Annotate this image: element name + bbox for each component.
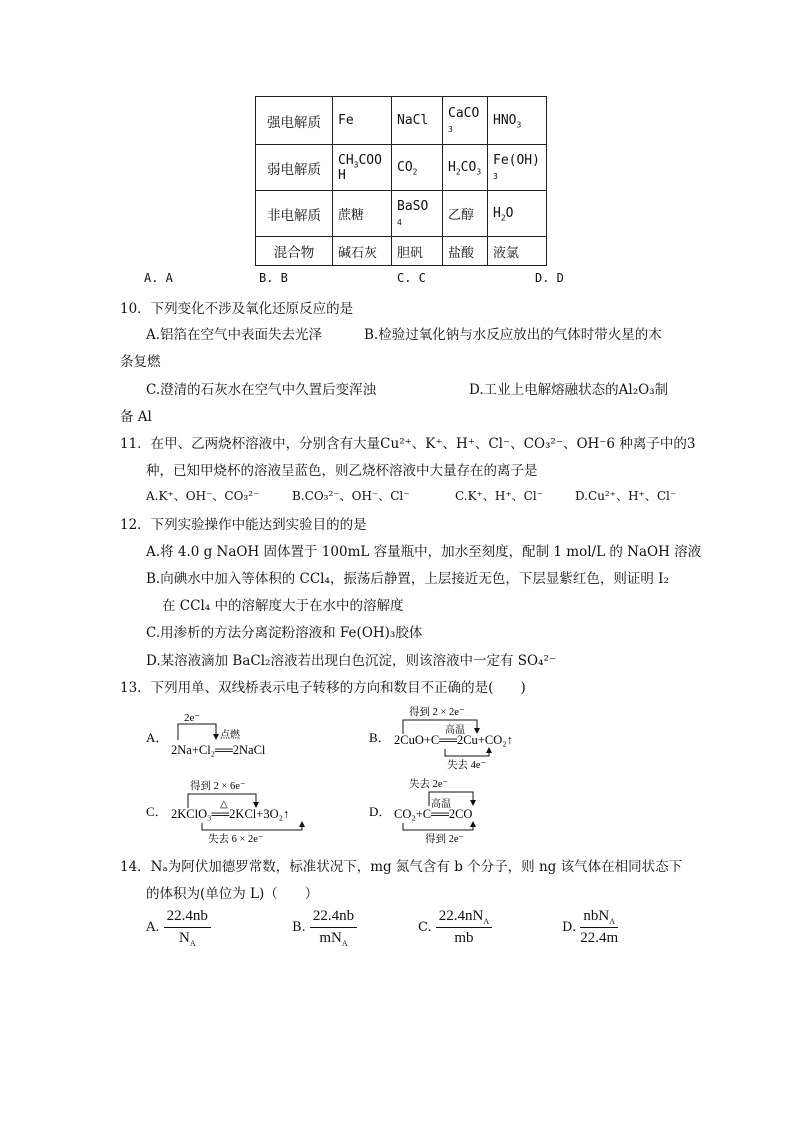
option-c: C. C [397, 271, 426, 285]
table-cell: BaSO 4 [392, 191, 443, 237]
question-11-stem: 11．在甲、乙两烧杯溶液中，分别含有大量Cu²⁺、K⁺、H⁺、Cl⁻、CO₃²⁻、OH⁻6 种离子中的3 [120, 436, 696, 452]
question-12-option-c: C.用渗析的方法分离淀粉溶液和 Fe(OH)₃胶体 [146, 625, 423, 641]
svg-text:2Na+Cl₂══2NaCl: 2Na+Cl₂══2NaCl [171, 743, 266, 757]
question-10-option-d: D.工业上电解熔融状态的Al₂O₃制 [469, 382, 669, 398]
svg-text:失去 4e⁻: 失去 4e⁻ [447, 760, 487, 771]
question-14-option-c: C. $\frac{22.4nN_A}{mb}$ [418, 908, 492, 947]
question-10-option-d-cont: 备 Al [120, 409, 152, 425]
svg-text:失去 2e⁻: 失去 2e⁻ [409, 779, 449, 790]
question-10-option-a: A.铝箔在空气中表面失去光泽 [146, 327, 323, 343]
row-header: 非电解质 [256, 191, 333, 237]
table-cell: $HNO_3$ [488, 97, 547, 145]
row-header: 弱电解质 [256, 145, 333, 191]
svg-text:点燃: 点燃 [220, 730, 240, 741]
fraction: $\frac{22.4nb}{N_A}$ [164, 908, 211, 947]
fraction: $\frac{nbN_A}{22.4m}$ [580, 908, 619, 946]
table-cell: Fe [333, 97, 392, 145]
diagram-d [369, 776, 529, 846]
table-cell: NaCl [392, 97, 443, 145]
fraction: $\frac{22.4nb}{mN_A}$ [310, 908, 357, 947]
question-14-stem-cont: 的体积为(单位为 L)（ ） [146, 886, 319, 902]
question-11-option-c: C.K⁺、H⁺、Cl⁻ [455, 489, 544, 503]
question-11-option-d: D.Cu²⁺、H⁺、Cl⁻ [575, 489, 677, 503]
table-row [256, 145, 547, 191]
svg-text:△: △ [220, 799, 228, 810]
diagram-b [369, 704, 569, 772]
option-d: D. D [535, 271, 564, 285]
svg-text:得到 2 × 6e⁻: 得到 2 × 6e⁻ [190, 781, 246, 792]
table-row [256, 237, 547, 266]
table-cell: 液氯 [488, 237, 547, 266]
electrolyte-table [255, 96, 547, 266]
table-cell: Fe(OH) 3 [488, 145, 547, 191]
question-14-option-a: A. $\frac{22.4nb}{N_A}$ [146, 908, 211, 947]
table-cell: 碱石灰 [333, 237, 392, 266]
question-12-stem: 12．下列实验操作中能达到实验目的的是 [120, 517, 367, 533]
svg-text:高温: 高温 [445, 725, 465, 736]
table-cell: $H_2O$ [488, 191, 547, 237]
svg-text:失去 6 × 2e⁻: 失去 6 × 2e⁻ [208, 834, 264, 845]
row-header: 强电解质 [256, 97, 333, 145]
question-10-option-b-cont: 条复燃 [120, 354, 161, 370]
question-12-option-d: D.某溶液滴加 BaCl₂溶液若出现白色沉淀，则该溶液中一定有 SO₄²⁻ [146, 653, 557, 669]
table-cell: 蔗糖 [333, 191, 392, 237]
question-12-option-a: A.将 4.0 g NaOH 固体置于 100mL 容量瓶中，加水至刻度，配制 1 mol/L 的 NaOH 溶液 [146, 544, 702, 560]
row-header: 混合物 [256, 237, 333, 266]
diagram-c [146, 778, 346, 848]
svg-text:2CuO+C══2Cu+CO₂↑: 2CuO+C══2Cu+CO₂↑ [394, 733, 513, 747]
question-11-stem-cont: 种，已知甲烧杯的溶液呈蓝色，则乙烧杯溶液中大量存在的离子是 [146, 463, 538, 479]
option-b: B. B [259, 271, 288, 285]
fraction: $\frac{22.4nN_A}{mb}$ [436, 908, 492, 947]
table-cell: $CH_3COO$ H [333, 145, 392, 191]
table-cell: $CO_2$ [392, 145, 443, 191]
svg-text:得到 2 × 2e⁻: 得到 2 × 2e⁻ [409, 707, 465, 718]
table-cell: 胆矾 [392, 237, 443, 266]
question-14-option-b: B. $\frac{22.4nb}{mN_A}$ [292, 908, 357, 947]
svg-text:D．: D． [369, 804, 392, 819]
option-a: A. A [144, 271, 173, 285]
svg-text:C．: C． [146, 804, 168, 819]
svg-text:高温: 高温 [431, 799, 451, 810]
question-10-option-c: C.澄清的石灰水在空气中久置后变浑浊 [146, 382, 377, 398]
question-14-option-d: D. $\frac{nbN_A}{22.4m}$ [562, 908, 619, 946]
table-cell: CaCO 3 [443, 97, 488, 145]
table-cell: $H_2CO_3$ [443, 145, 488, 191]
diagram-a [146, 710, 296, 760]
svg-text:B．: B． [369, 730, 391, 745]
svg-text:CO₂+C══2CO: CO₂+C══2CO [394, 807, 473, 821]
question-11-option-b: B.CO₃²⁻、OH⁻、Cl⁻ [292, 489, 410, 503]
svg-text:2e⁻: 2e⁻ [184, 712, 201, 724]
table-cell: 盐酸 [443, 237, 488, 266]
question-13-stem: 13．下列用单、双线桥表示电子转移的方向和数目不正确的是( ) [120, 680, 526, 696]
table-row [256, 191, 547, 237]
question-12-option-b-cont: 在 CCl₄ 中的溶解度大于在水中的溶解度 [162, 598, 404, 614]
table-cell: 乙醇 [443, 191, 488, 237]
question-10-stem: 10．下列变化不涉及氧化还原反应的是 [120, 301, 354, 317]
svg-text:2KClO₃══2KCl+3O₂↑: 2KClO₃══2KCl+3O₂↑ [171, 807, 290, 821]
table-row [256, 97, 547, 145]
question-12-option-b: B.向碘水中加入等体积的 CCl₄，振荡后静置，上层接近无色，下层显紫红色，则证明 I₂ [146, 571, 669, 587]
question-10-option-b: B.检验过氧化钠与水反应放出的气体时带火星的木 [364, 327, 662, 343]
question-14-stem: 14．Nₐ为阿伏加德罗常数，标准状况下，mg 氮气含有 b 个分子，则 ng 该气体在相同状态下 [120, 859, 683, 875]
svg-text:A．: A． [146, 730, 169, 745]
svg-text:得到 2e⁻: 得到 2e⁻ [425, 834, 465, 845]
question-11-option-a: A.K⁺、OH⁻、CO₃²⁻ [146, 489, 260, 503]
